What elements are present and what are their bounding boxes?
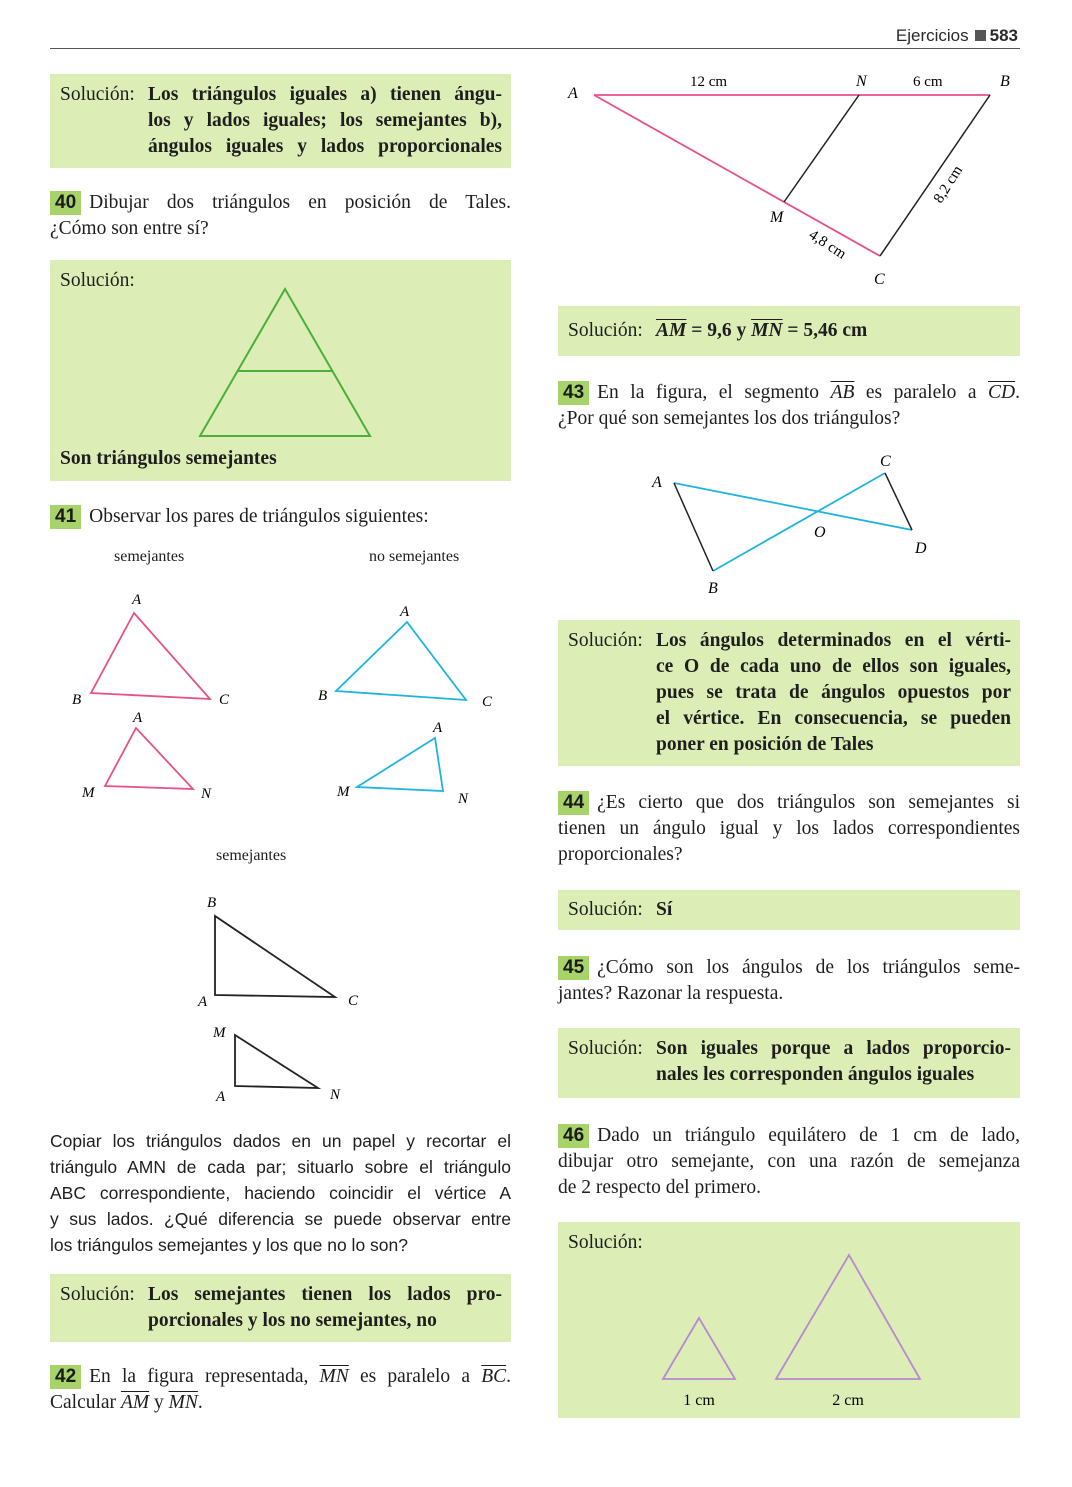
solution-label: Solución:: [568, 1232, 643, 1253]
solution-41: [50, 1274, 511, 1342]
exercise-number: 44: [558, 791, 589, 815]
label-b: B: [1000, 73, 1010, 90]
exercise-41-paragraph: [50, 1128, 511, 1258]
exercise-45: [558, 955, 1020, 1007]
length-bc: 8,2 cm: [930, 163, 967, 207]
length-an: 12 cm: [690, 74, 728, 90]
exercise-44: [558, 790, 1020, 868]
exercise-text: ¿Por qué son semejantes los dos triángulos?: [558, 408, 901, 429]
paragraph-line: Copiar los triángulos dados en un papel y recortar el: [50, 1131, 511, 1151]
header-rule: [50, 48, 1020, 49]
exercise-text: Dado un triángulo equilátero de 1 cm de lado,: [597, 1125, 1020, 1146]
label-a: A: [652, 474, 662, 491]
header-square-icon: [975, 30, 986, 41]
label-a: A: [433, 720, 443, 736]
answer-line: Los ángulos determinados en el vérti-: [656, 630, 1011, 651]
exercise-text: y: [149, 1392, 169, 1413]
label-c: C: [482, 694, 493, 710]
label-c: C: [348, 993, 359, 1009]
paragraph-line: y sus lados. ¿Qué diferencia se puede observar entre: [50, 1209, 511, 1229]
exercise-text: tienen un ángulo igual y los lados correspondientes: [558, 818, 1020, 839]
segment-am: $\overline{AM}$: [120, 1392, 150, 1413]
exercise-46: [558, 1123, 1020, 1201]
exercise-text: Observar los pares de triángulos siguientes:: [89, 506, 429, 527]
answer-line: Son iguales porque a lados proporcio-: [656, 1038, 1011, 1059]
label-o: O: [814, 524, 826, 541]
exercise-text: proporcionales?: [558, 844, 683, 865]
label-n: N: [201, 786, 212, 802]
header-text: [896, 26, 1018, 46]
exercise-42-figure: [558, 62, 1020, 292]
exercise-42: [50, 1364, 511, 1416]
paragraph-line: los triángulos semejantes y los que no lo son?: [50, 1235, 408, 1255]
solution-43: [558, 620, 1020, 766]
answer-line: nales les corresponden ángulos iguales: [656, 1064, 975, 1085]
exercise-text: de 2 respecto del primero.: [558, 1177, 762, 1198]
answer-line: porcionales y los no semejantes, no: [148, 1310, 437, 1331]
label-1cm: 1 cm: [683, 1392, 715, 1409]
exercise-text: Calcular: [50, 1392, 121, 1413]
solution-answer: [148, 1282, 502, 1334]
exercise-text: En la figura, el segmento: [597, 382, 831, 403]
label-m: M: [82, 785, 95, 801]
solution-answer: [656, 318, 867, 344]
exercise-number: 43: [558, 381, 589, 405]
solution-label: Solución:: [568, 899, 643, 920]
label-c: C: [880, 453, 891, 470]
answer-text: = 5,46 cm: [787, 320, 868, 341]
solution-answer: [148, 82, 502, 160]
solution-label: Solución:: [60, 1284, 135, 1305]
exercise-text: En la figura representada,: [89, 1366, 320, 1387]
label-2cm: 2 cm: [832, 1392, 864, 1409]
label-m: M: [213, 1025, 226, 1041]
solution-answer: [656, 628, 1011, 758]
caption-semejantes-2: semejantes: [216, 847, 287, 864]
answer-line: los y lados iguales; los semejantes b),: [148, 110, 502, 131]
exercise-text: es paralelo a: [854, 382, 989, 403]
page-header: [0, 22, 1018, 48]
exercise-text: .: [506, 1366, 511, 1387]
label-n: N: [458, 791, 469, 807]
header-section: Ejercicios: [895, 26, 969, 45]
solution-label: Solución:: [568, 1038, 643, 1059]
exercise-40: [50, 190, 511, 242]
segment-am: $\overline{AM}$: [656, 320, 687, 341]
label-n: N: [330, 1087, 341, 1103]
label-n: N: [856, 73, 867, 90]
label-d: D: [915, 540, 927, 557]
solution-answer: Son triángulos semejantes: [60, 448, 277, 469]
solution-46: [558, 1222, 1020, 1418]
solution-answer: Sí: [656, 899, 673, 920]
exercise-43: [558, 380, 1020, 432]
label-a: A: [568, 85, 578, 102]
label-m: M: [770, 209, 784, 226]
segment-bc: $\overline{BC}$: [481, 1366, 507, 1387]
solution-label: Solución:: [568, 320, 643, 341]
caption-no-semejantes: no semejantes: [369, 548, 460, 565]
label-c: C: [874, 271, 885, 288]
equilateral-triangles-figure: [558, 1222, 1020, 1418]
exercise-text: dibujar otro semejante, con una razón de semejanza: [558, 1151, 1020, 1172]
exercise-text: ¿Es cierto que dos triángulos son semejantes si: [597, 792, 1020, 813]
answer-line: el vértice. En consecuencia, se pueden: [656, 708, 1011, 729]
label-a: A: [216, 1089, 226, 1105]
length-mc: 4,8 cm: [805, 226, 849, 263]
solution-label: Solución:: [60, 270, 135, 291]
label-b: B: [207, 895, 217, 911]
solution-label: Solución:: [60, 84, 135, 105]
label-b: B: [72, 692, 82, 708]
exercise-text: Dibujar dos triángulos en posición de Tales.: [89, 192, 511, 213]
segment-cd: $\overline{CD}$: [988, 382, 1016, 403]
segment-mn: $\overline{MN}$: [168, 1392, 198, 1413]
answer-line: poner en posición de Tales: [656, 734, 874, 755]
label-a: A: [132, 592, 142, 608]
exercise-text: jantes? Razonar la respuesta.: [558, 983, 784, 1004]
segment-mn: $\overline{MN}$: [751, 320, 783, 341]
solution-40: [50, 260, 511, 481]
solution-42: [558, 306, 1020, 356]
solution-answer: [656, 1036, 1011, 1088]
label-b: B: [318, 688, 328, 704]
exercise-text: es paralelo a: [348, 1366, 482, 1387]
exercise-number: 46: [558, 1124, 589, 1148]
segment-mn: $\overline{MN}$: [319, 1366, 349, 1387]
exercise-43-figure: [558, 445, 1020, 605]
answer-line: ángulos iguales y lados proporcionales: [148, 136, 502, 157]
label-a: A: [133, 710, 143, 726]
exercise-text: ¿Cómo son los ángulos de los triángulos seme-: [597, 957, 1020, 978]
answer-text: = 9,6 y: [691, 320, 747, 341]
label-m: M: [337, 784, 350, 800]
exercise-number: 41: [50, 505, 81, 529]
triangle-pairs-figure: [50, 580, 511, 1110]
label-a: A: [198, 994, 208, 1010]
exercise-41: [50, 504, 511, 530]
exercise-number: 40: [50, 191, 81, 215]
solution-label: Solución:: [568, 630, 643, 651]
exercise-number: 45: [558, 956, 589, 980]
paragraph-line: triángulo AMN de cada par; situarlo sobre el triángulo: [50, 1157, 511, 1177]
label-b: B: [708, 580, 718, 597]
segment-ab: $\overline{AB}$: [830, 382, 855, 403]
exercise-text: .: [1015, 382, 1020, 403]
header-page-number: 583: [989, 26, 1018, 45]
label-c: C: [219, 692, 230, 708]
label-a: A: [400, 604, 410, 620]
paragraph-line: ABC correspondiente, haciendo coincidir el vértice A: [50, 1183, 511, 1203]
answer-line: Los semejantes tienen los lados pro-: [148, 1284, 502, 1305]
solution-prev: [50, 74, 511, 168]
solution-44: [558, 890, 1020, 930]
answer-line: Los triángulos iguales a) tienen ángu-: [148, 84, 502, 105]
answer-line: pues se trata de ángulos opuestos por: [656, 682, 1011, 703]
exercise-number: 42: [50, 1365, 81, 1389]
solution-45: [558, 1028, 1020, 1098]
length-nb: 6 cm: [913, 74, 943, 90]
exercise-text: ¿Cómo son entre sí?: [50, 218, 209, 239]
answer-line: ce O de cada uno de ellos son iguales,: [656, 656, 1011, 677]
caption-semejantes: semejantes: [114, 548, 185, 565]
exercise-text: .: [197, 1392, 203, 1413]
